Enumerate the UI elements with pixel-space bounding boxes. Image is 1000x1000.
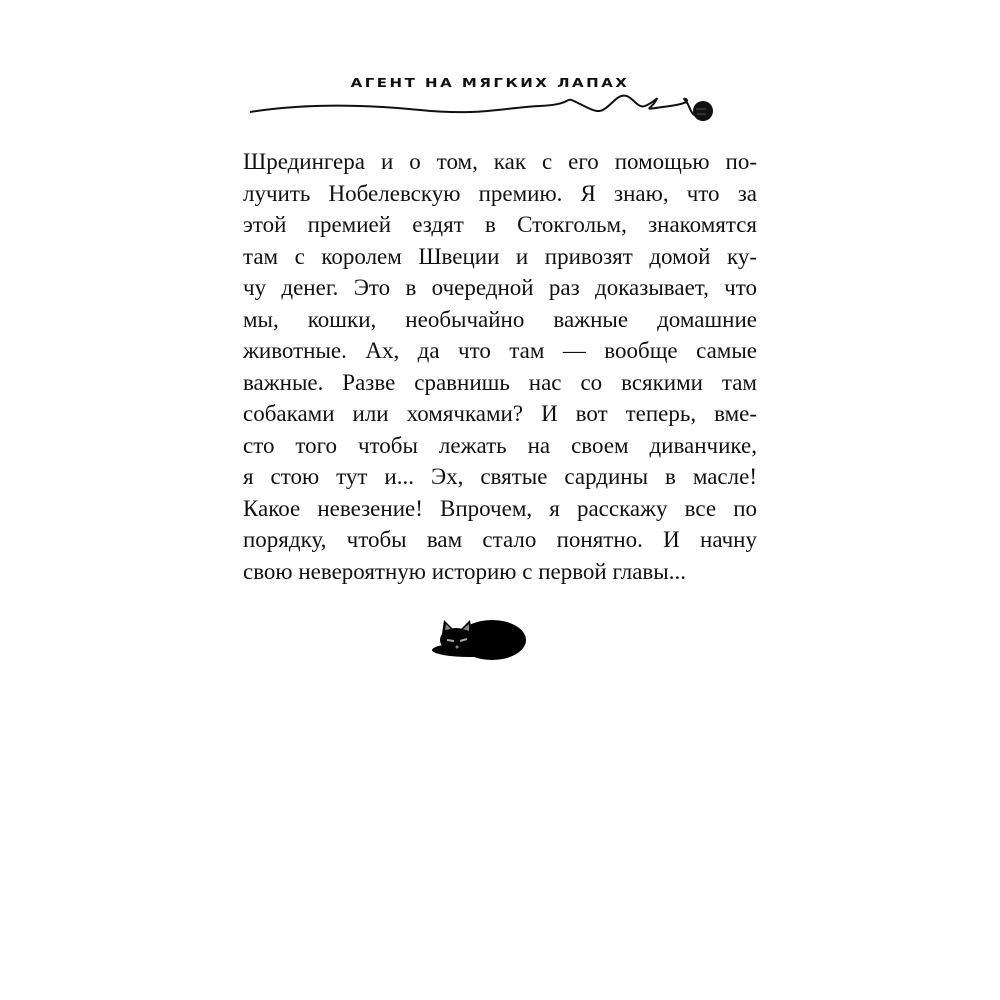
sleeping-cat-icon bbox=[430, 610, 530, 665]
text-line: собаками или хомячками? И вот теперь, вме- bbox=[243, 401, 757, 426]
text-line: важные. Разве сравнишь нас со всякими там bbox=[243, 369, 757, 395]
text-line: животные. Ах, да что там — вообще самые bbox=[243, 338, 757, 363]
text-line: свою невероятную историю с первой главы... bbox=[243, 558, 686, 584]
text-line: мы, кошки, необычайно важные домашние bbox=[243, 306, 757, 332]
text-line: я стою тут и... Эх, святые сардины в масле! bbox=[243, 464, 757, 489]
running-header bbox=[240, 60, 740, 140]
text-line: там с королем Швеции и привозят домой ку- bbox=[243, 243, 757, 269]
text-line: этой премией ездят в Стокгольм, знакомятся bbox=[243, 212, 757, 237]
text-line: Какое невезение! Впрочем, я расскажу все по bbox=[243, 495, 757, 521]
text-line: лучить Нобелевскую премию. Я знаю, что за bbox=[243, 180, 757, 206]
text-line: Шредингера и о том, как с его помощью по- bbox=[243, 149, 757, 174]
text-line: сто того чтобы лежать на своем диванчике, bbox=[243, 432, 757, 458]
yarn-thread-icon bbox=[240, 60, 740, 140]
text-line: чу денег. Это в очередной раз доказывает, что bbox=[243, 275, 757, 300]
running-title: АГЕНТ НА МЯГКИХ ЛАПАХ bbox=[350, 75, 630, 91]
page-body-text bbox=[243, 146, 757, 587]
text-line: порядку, чтобы вам стало понятно. И начну bbox=[243, 527, 757, 552]
